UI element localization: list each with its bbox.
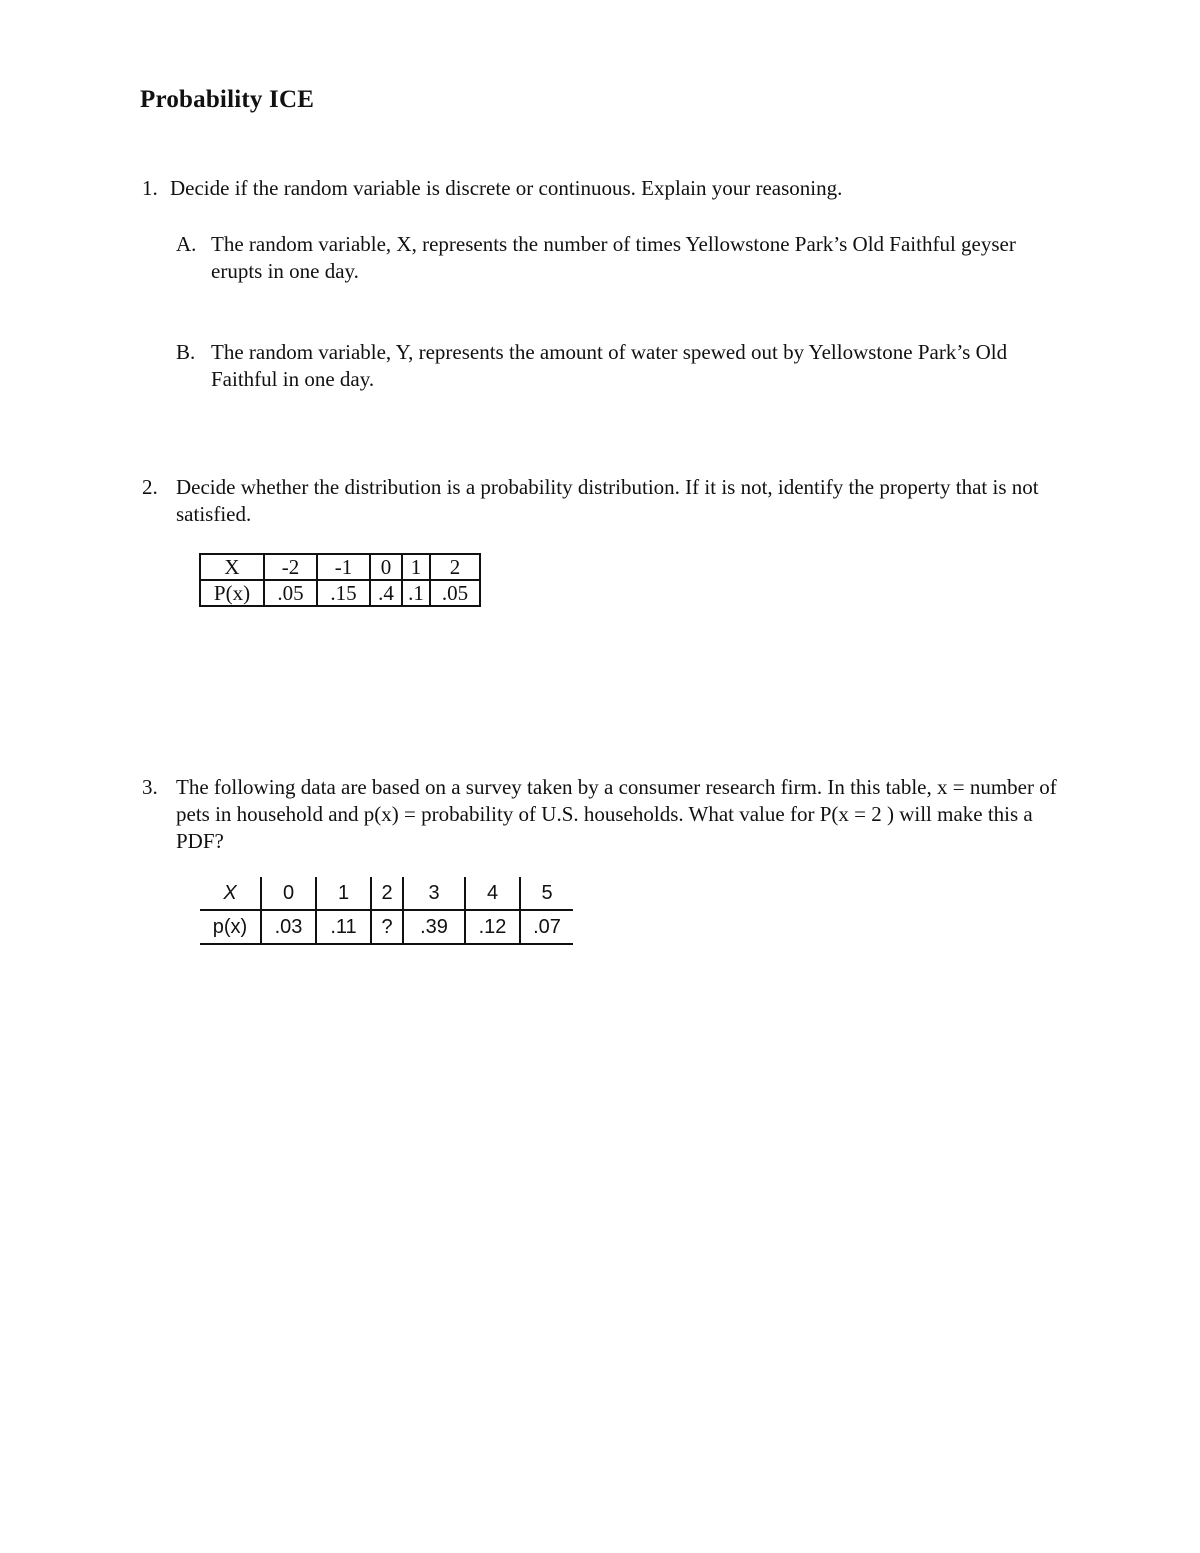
table-cell: .12 [465,910,520,944]
table-cell: .1 [402,580,430,606]
question-1-number: 1. [142,176,158,200]
question-2-text: Decide whether the distribution is a probability distribution. If it is not, identify the property that is not satisfied. [176,475,1039,526]
table-row-p [200,580,480,606]
table-cell: 1 [402,554,430,580]
table-row-x [200,554,480,580]
page-title: Probability ICE [140,86,315,113]
table-cell: 0 [261,877,316,910]
table-header-label: X [200,554,264,580]
table-cell: 3 [403,877,465,910]
pets-table [200,877,573,945]
table-row-label: P(x) [200,580,264,606]
table-cell: .05 [264,580,317,606]
table-cell: .05 [430,580,480,606]
table-cell: -2 [264,554,317,580]
table-cell: 0 [370,554,402,580]
table-cell: 5 [520,877,573,910]
table-cell: 2 [371,877,403,910]
table-cell: .39 [403,910,465,944]
table-cell: .11 [316,910,371,944]
table-row-label: p(x) [200,910,261,944]
table-row-x [200,877,573,910]
distribution-table [199,553,481,607]
table-header-label: X [200,877,261,910]
table-cell: .07 [520,910,573,944]
question-3-number: 3. [142,775,158,799]
question-1b-text: The random variable, Y, represents the amount of water spewed out by Yellowstone Park’s Old Faithful in one day. [211,340,1008,391]
question-1b-label: B. [176,340,196,364]
question-1a-label: A. [176,232,197,256]
table-cell: ? [371,910,403,944]
table-cell: 1 [316,877,371,910]
table-cell: 2 [430,554,480,580]
table-cell: .4 [370,580,402,606]
table-row-p [200,910,573,944]
table-cell: 4 [465,877,520,910]
question-1-text: Decide if the random variable is discrete or continuous. Explain your reasoning. [170,176,843,200]
question-1a-text: The random variable, X, represents the number of times Yellowstone Park’s Old Faithful geyser erupts in one day. [211,232,1016,283]
table-cell: -1 [317,554,370,580]
question-3-text: The following data are based on a survey taken by a consumer research firm. In this table, x = number of pets in household and p(x) = probability of U.S. households. What value for P(x = 2 ) will make this a PDF? [176,775,1057,853]
table-cell: .03 [261,910,316,944]
table-cell: .15 [317,580,370,606]
question-2-number: 2. [142,475,158,499]
